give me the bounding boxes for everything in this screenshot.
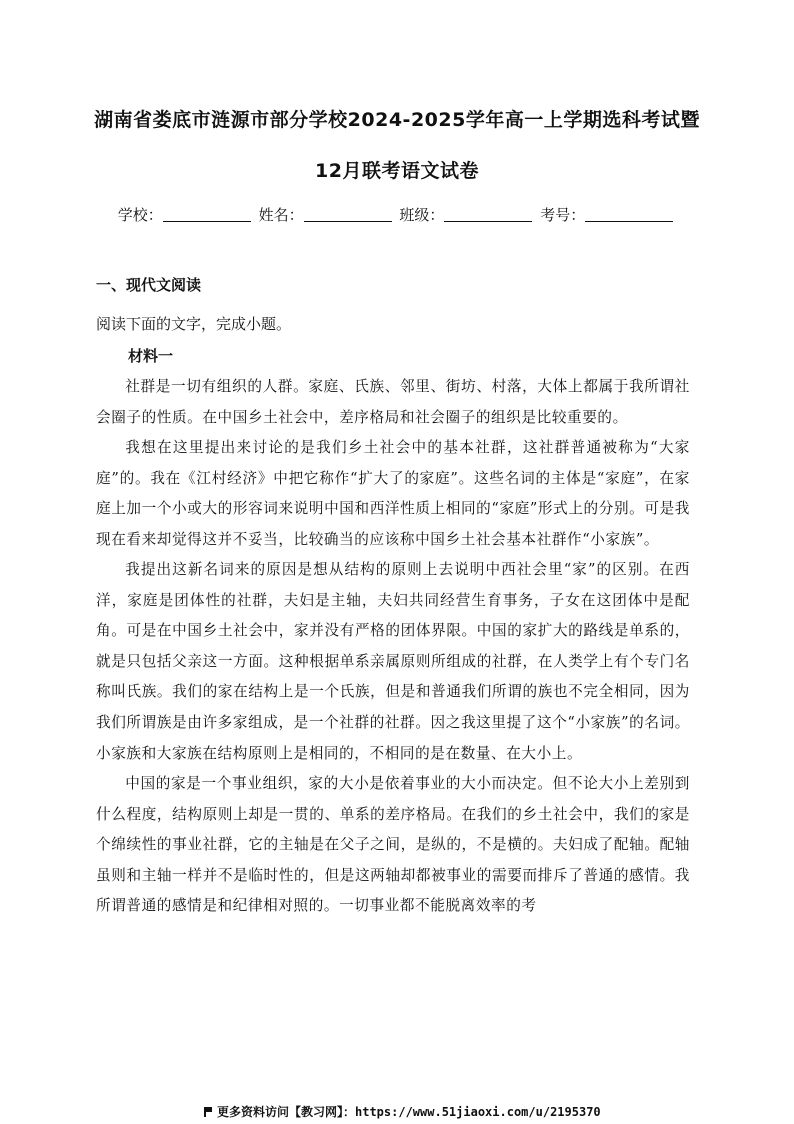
passage-body	[96, 372, 690, 922]
exam-number-label: 考号：	[540, 206, 586, 224]
name-label: 姓名：	[258, 206, 304, 224]
section-heading: 一、现代文阅读	[96, 276, 202, 294]
class-label: 班级：	[399, 206, 445, 224]
school-blank	[163, 207, 251, 222]
flag-icon	[204, 1107, 212, 1117]
footer-link-text[interactable]: 更多资料访问【教习网】：https://www.51jiaoxi.com/u/2195370	[217, 1105, 601, 1119]
paragraph: 我提出这新名词来的原因是想从结构的原则上去说明中西社会里“家”的区别。在西洋，家庭是团体性的社群，夫妇是主轴，夫妇共同经营生育事务，子女在这团体中是配角。可是在中国乡土社会中，家并没有严格的团体界限。中国的家扩大的路线是单系的，就是只包括父亲这一方面。这种根据单系亲属原则所组成的社群，在人类学上有个专门名称叫氏族。我们的家在结构上是一个氏族，但是和普通我们所谓的族也不完全相同，因为我们所谓族是由许多家组成，是一个社群的社群。因之我这里提了这个“小家族”的名词。小家族和大家族在结构原则上是相同的，不相同的是在数量、在大小上。	[96, 561, 690, 762]
name-blank	[304, 207, 392, 222]
paragraph: 我想在这里提出来讨论的是我们乡土社会中的基本社群，这社群普通被称为“大家庭”的。我在《江村经济》中把它称作“扩大了的家庭”。这些名词的主体是“家庭”，在家庭上加一个小或大的形容词来说明中国和西洋性质上相同的“家庭”形式上的分别。可是我现在看来却觉得这并不妥当，比较确当的应该称中国乡土社会基本社群作“小家族”。	[96, 439, 690, 548]
exam-number-blank	[585, 207, 673, 222]
exam-title-line2: 12月联考语文试卷	[315, 160, 479, 182]
school-label: 学校：	[117, 206, 163, 224]
footer	[204, 1103, 601, 1120]
material-label: 材料一	[128, 347, 174, 365]
student-info-row	[60, 204, 734, 225]
exam-title-line1: 湖南省娄底市涟源市部分学校2024-2025学年高一上学期选科考试暨	[94, 109, 700, 131]
reading-instruction: 阅读下面的文字，完成小题。	[96, 315, 292, 333]
paragraph: 社群是一切有组织的人群。家庭、氏族、邻里、街坊、村落，大体上都属于我所谓社会圈子的性质。在中国乡土社会中，差序格局和社会圈子的组织是比较重要的。	[96, 378, 690, 426]
class-blank	[444, 207, 532, 222]
paragraph: 中国的家是一个事业组织，家的大小是依着事业的大小而决定。但不论大小上差别到什么程度，结构原则上却是一贯的、单系的差序格局。在我们的乡土社会中，我们的家是个绵续性的事业社群，它的主轴是在父子之间，是纵的，不是横的。夫妇成了配轴。配轴虽则和主轴一样并不是临时性的，但是这两轴却都被事业的需要而排斥了普通的感情。我所谓普通的感情是和纪律相对照的。一切事业都不能脱离效率的考	[96, 775, 690, 915]
